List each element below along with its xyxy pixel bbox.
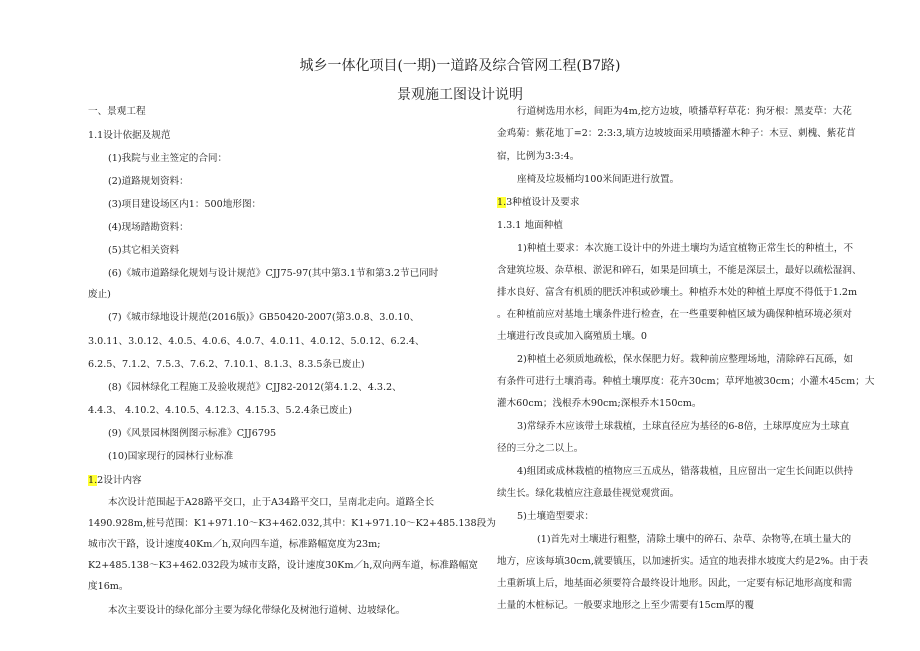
text-line: (7)《城市绿地设计规范(2016版)》GB50420-2007(第3.0.8、3.0.10、 — [108, 312, 420, 323]
text-line: 3.0.11、3.0.12、4.0.5、4.0.6、4.0.7、4.0.11、4.0.12、5.0.12、6.2.4、 — [88, 336, 425, 347]
text-line: 灌木60cm；浅根乔木90cm;深根乔木150cm。 — [497, 398, 702, 409]
text-line: 一、景观工程 — [88, 106, 146, 117]
document-subtitle: 景观施工图设计说明 — [397, 87, 523, 103]
text-line: (1)我院与业主签定的合同： — [108, 153, 228, 164]
text-line: 4.4.3、 4.10.2、4.10.5、4.12.3、4.15.3、5.2.4条已废止) — [88, 405, 353, 416]
text-line: K2+485.138～K3+462.032段为城市支路，设计速度30Km／h,双向两车道，标准路幅宽 — [88, 560, 478, 571]
text-line: (1)首先对土壤进行粗整，清除土壤中的碎石、杂草、杂物等,在填土量大的 — [537, 534, 852, 545]
text-line: 本次主要设计的绿化部分主要为绿化带绿化及树池行道树、边坡绿化。 — [108, 605, 406, 616]
text-line: 1490.928m,桩号范围：K1+971.10～K3+462.032,其中：K1+971.10～K2+485.138段为 — [88, 518, 496, 529]
text-line: 4)组团或成林栽植的植物应三五成丛，错落栽植，且应留出一定生长间距以供持 — [517, 466, 854, 477]
text-line: 废止) — [88, 289, 111, 300]
text-line: 宿，比例为3:3:4。 — [497, 151, 580, 162]
text-line: 城市次干路，设计速度40Km／h,双向四车道，标准路幅宽度为23m; — [88, 539, 381, 550]
text-line: (4)现场踏勘资料： — [108, 222, 189, 233]
highlight-mark: 1. — [497, 197, 507, 208]
text-line: (2)道路规划资料： — [108, 176, 189, 187]
text-line: 1.3种植设计及要求 — [497, 197, 580, 208]
text-line: 2)种植土必须质地疏松，保水保肥力好。栽种前应整理场地，清除碎石瓦砾，如 — [517, 354, 854, 365]
text-line: (9)《风景园林图例图示标准》CJJ6795 — [108, 428, 277, 439]
text-line: 有条件可进行土壤消毒。种植土壤厚度：花卉30cm；草坪地被30cm；小灌木45cm；大 — [497, 376, 875, 387]
text-line: (8)《园林绿化工程施工及验收规范》CJJ82-2012(第4.1.2、4.3.2、 — [108, 382, 402, 393]
text-line: 6.2.5、7.1.2、7.5.3、7.6.2、7.10.1、8.1.3、8.3.5条已废止) — [88, 359, 365, 370]
text-line: (10)国家现行的园林行业标准 — [108, 451, 234, 462]
text-line: (5)其它相关资料 — [108, 245, 180, 256]
text-line: 1.2设计内容 — [88, 475, 142, 486]
text-line: (3)项目建设场区内1：500地形图： — [108, 199, 262, 210]
text-line: 座椅及垃圾桶均100米间距进行放置。 — [517, 174, 680, 185]
text-line: 1.3.1 地面种植 — [497, 220, 563, 231]
text-line: 3)常绿乔木应该带土球栽植，土球直径应为基径的6-8倍，土球厚度应为土球直 — [517, 421, 850, 432]
text-line: 含建筑垃圾、杂草根、淤泥和碎石，如果是回填土，不能是深层土，最好以疏松湿润、 — [497, 265, 862, 276]
text-line: 5)土壤造型要求： — [517, 511, 595, 522]
text-line: 金鸡菊：紫花地丁=2：2:3:3,填方边坡坡面采用喷播灌木种子：木豆、刺槐、紫花苜 — [497, 128, 856, 139]
text-line: 行道树选用水杉，间距为4m,挖方边坡，喷播草籽草花：狗牙根：黑麦草：大花 — [517, 106, 852, 117]
text-line: 土壤进行改良或加入腐殖质土壤。0 — [497, 331, 648, 342]
text-line: 土重新填上后，地基面必须要符合最终设计地形。因此，一定要有标记地形高度和需 — [497, 578, 852, 589]
text-line: 本次设计范围起于A28路平交口，止于A34路平交口，呈南北走向。道路全长 — [108, 497, 435, 508]
text-line: 度16m。 — [88, 581, 129, 592]
text-line: 续生长。绿化栽植应注意最佳视觉观赏面。 — [497, 488, 680, 499]
text-line: (6)《城市道路绿化规划与设计规范》CJJ75-97(其中第3.1节和第3.2节已同时 — [108, 268, 439, 279]
text-line: 径的三分之二以上。 — [497, 443, 584, 454]
highlight-mark: 1. — [88, 475, 98, 486]
text-line: 1)种植土要求：本次施工设计中的外进土壤均为适宜植物正常生长的种植土，不 — [517, 243, 854, 254]
text-line: 地方，应该每填30cm,就要镇压，以加速折实。适宜的地表排水坡度大约是2%。由于表 — [497, 556, 869, 567]
text-line: 。在种植前应对基地土壤条件进行检查，在一些重要种植区域为确保种植环境必须对 — [497, 309, 852, 320]
text-line: 土量的木桩标记。一般要求地形之上至少需要有15cm厚的覆 — [497, 600, 754, 611]
text-line: 排水良好、富含有机质的肥沃冲积或砂壤土。种植乔木处的种植土厚度不得低于1.2m — [497, 287, 858, 298]
document-title: 城乡一体化项目(一期)一道路及综合管网工程(B7路) — [299, 58, 621, 74]
text-line: 1.1设计依据及规范 — [88, 130, 171, 141]
